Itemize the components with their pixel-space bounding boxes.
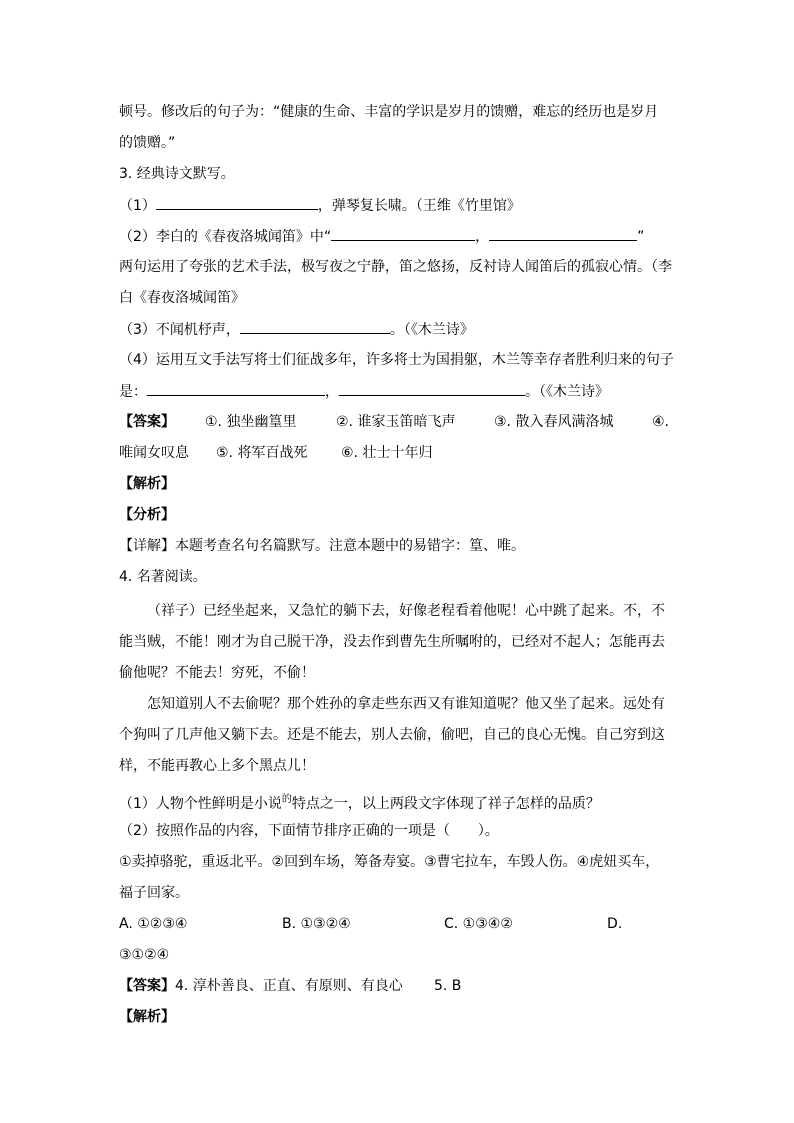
passage-line: 能当贼，不能！刚才为自己脱干净，没去作到曹先生所嘱咐的，已经对不起人；怎能再去: [119, 634, 665, 650]
passage-line: 偷他呢？不能去！穷死，不偷！: [119, 665, 315, 681]
answer-5: 5. B: [434, 978, 462, 994]
answer-item: ⑤. 将军百战死: [216, 445, 308, 461]
q3-item-2-line-3: 白《春夜洛城闻笛》: [119, 290, 245, 306]
q3-item-3: （3）不闻机杼声， 。（《木兰诗》: [119, 319, 474, 339]
intro-line-2: 的馈赠。”: [119, 135, 176, 151]
option-c: C. ①③④②: [444, 916, 513, 932]
answer-item: ③. 散入春风满洛城: [494, 414, 614, 430]
q4-heading: 4. 名著阅读。: [119, 569, 207, 585]
q4-sub-2: （2）按照作品的内容，下面情节排序正确的一项是（ ）。: [119, 823, 499, 839]
option-d: D.: [607, 916, 623, 932]
option-d-cont: ③①②④: [119, 947, 170, 963]
option-b: B. ①③②④: [282, 916, 351, 932]
q3-item-4: （4）运用互文手法写将士们征战多年，许多将士为国捐躯，木兰等幸存者胜利归来的句子: [119, 352, 674, 368]
q3-item-2: （2）李白的《春夜洛城闻笛》中“ ， ”: [119, 226, 644, 246]
fill-blank[interactable]: [240, 319, 390, 334]
q3-item-2-line-2: 两句运用了夸张的艺术手法，极写夜之宁静，笛之悠扬，反衬诗人闻笛后的孤寂心情。（李: [119, 259, 672, 275]
passage-line: 怎知道别人不去偷呢？那个姓孙的拿走些东西又有谁知道呢？他又坐了起来。远处有: [147, 696, 665, 712]
detailed-explanation: 【详解】本题考查名句名篇默写。注意本题中的易错字：篁、唯。: [119, 538, 525, 554]
answer-item: 唯闻女叹息: [119, 445, 189, 461]
fill-blank[interactable]: [147, 381, 325, 396]
fill-blank[interactable]: [489, 226, 637, 241]
q3-item-4-line-2: 是： ， 。（《木兰诗》: [119, 381, 609, 401]
analysis-label: 【解析】: [119, 476, 175, 492]
q3-item-1: （1） ，弹琴复长啸。（王维《竹里馆》: [119, 195, 521, 215]
q4-sub-1: （1）人物个性鲜明是小说$^的$特点之一，以上两段文字体现了祥子怎样的品质？: [119, 794, 600, 812]
answer-row-4: 【答案】4. 淳朴善良、正直、有原则、有良心: [119, 978, 403, 994]
fill-blank[interactable]: [331, 226, 475, 241]
events-line-1: ①卖掉骆驼，重返北平。②回到车场，筹备寿宴。③曹宅拉车，车毁人伤。④虎妞买车，: [119, 854, 660, 870]
answer-label-3: 【答案】: [119, 414, 175, 430]
q3-heading: 3. 经典诗文默写。: [119, 166, 235, 182]
passage-line: 个狗叫了几声他又躺下去。还是不能去，别人去偷，偷吧，自己的良心无愧。自己穷到这: [119, 727, 665, 743]
fenxi-label: 【分析】: [119, 507, 175, 523]
answer-item: ②. 谁家玉笛暗飞声: [336, 414, 456, 430]
passage-line: 样，不能再教心上多个黑点儿！: [119, 758, 315, 774]
passage-line: （祥子）已经坐起来，又急忙的躺下去，好像老程看着他呢！心中跳了起来。不，不: [147, 603, 665, 619]
events-line-2: 福子回家。: [119, 885, 189, 901]
option-a: A. ①②③④: [119, 916, 188, 932]
fill-blank[interactable]: [339, 381, 525, 396]
answer-item: ④.: [652, 414, 670, 430]
answer-item: ⑥. 壮士十年归: [341, 445, 433, 461]
analysis-label-2: 【解析】: [119, 1009, 175, 1025]
answer-item: ①. 独坐幽篁里: [205, 414, 297, 430]
fill-blank[interactable]: [156, 195, 318, 210]
intro-line-1: 顿号。修改后的句子为：“健康的生命、丰富的学识是岁月的馈赠，难忘的经历也是岁月: [119, 104, 659, 120]
